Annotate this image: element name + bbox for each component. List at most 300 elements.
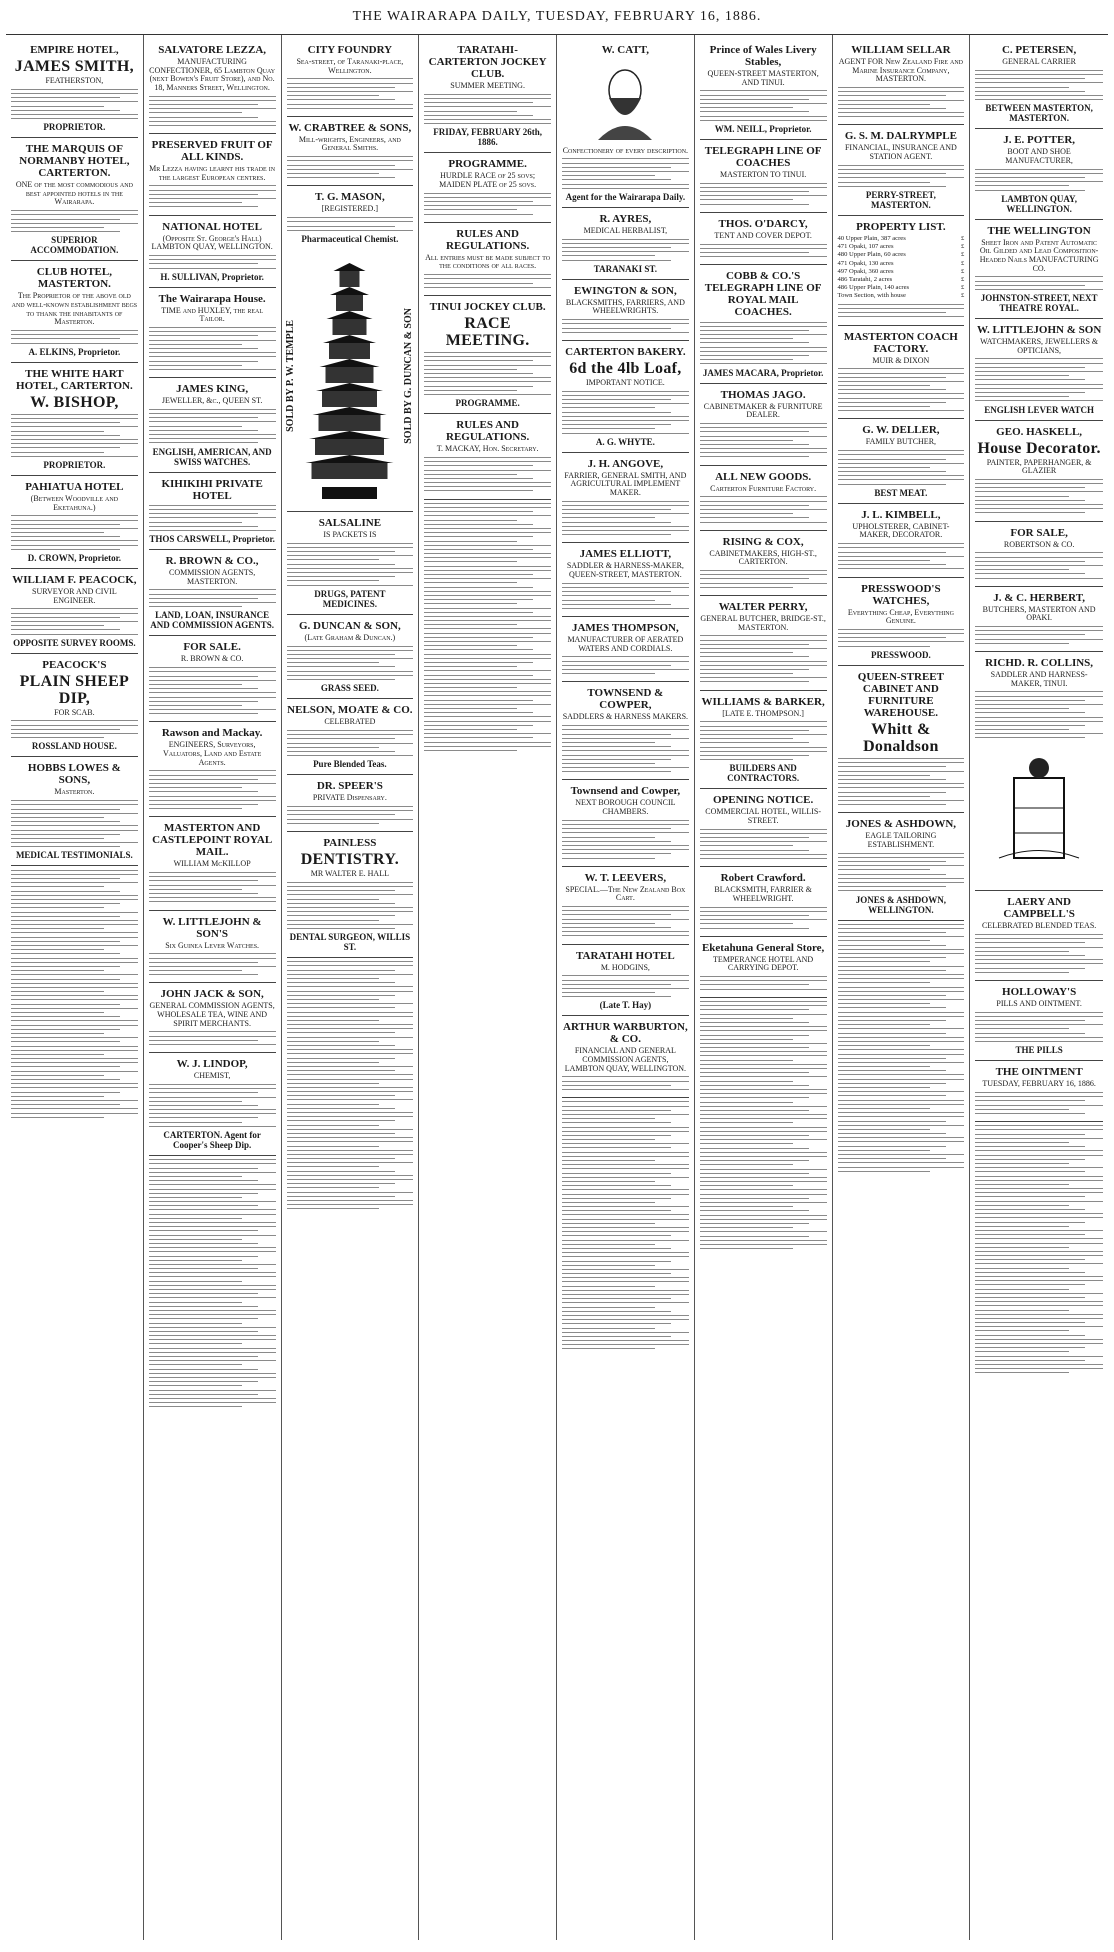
text-line	[424, 670, 551, 671]
ad-heading: TARATAHI HOTEL	[576, 949, 675, 962]
text-line	[838, 1070, 947, 1071]
text-line	[700, 1164, 793, 1165]
text-line	[149, 1310, 276, 1311]
ad-title: Whitt & Donaldson	[863, 720, 939, 755]
advertisement	[11, 654, 138, 758]
property-desc: Town Section, with house	[837, 292, 906, 300]
text-line	[11, 821, 120, 822]
text-line	[838, 1028, 965, 1029]
text-line	[700, 726, 827, 727]
advertisement	[284, 186, 414, 512]
ad-heading: Townsend and Cowper,	[570, 785, 681, 798]
ad-footer: CARTERTON. Agent for Cooper's Sheep Dip.	[163, 1130, 261, 1151]
text-line	[287, 1158, 396, 1159]
text-line	[149, 791, 258, 792]
text-line	[975, 87, 1069, 88]
text-line	[562, 260, 671, 261]
text-line	[424, 700, 533, 701]
text-line	[562, 1269, 689, 1270]
text-line	[838, 316, 965, 317]
text-line	[700, 1047, 809, 1048]
text-line	[562, 1281, 689, 1282]
text-line	[562, 734, 671, 735]
text-line	[975, 1276, 1103, 1277]
text-line	[700, 244, 827, 245]
text-line	[838, 1171, 931, 1172]
text-line	[975, 737, 1085, 738]
advertisement	[700, 384, 827, 466]
text-line	[975, 691, 1103, 692]
text-line	[149, 680, 276, 681]
ad-subheading: UPHOLSTERER, CABINET-MAKER, DECORATOR.	[852, 521, 950, 540]
text-line	[700, 1185, 793, 1186]
text-line	[975, 1041, 1103, 1042]
text-line	[975, 1096, 1103, 1097]
text-line	[562, 1344, 689, 1345]
ad-footer: ENGLISH LEVER WATCH	[984, 404, 1094, 415]
text-line	[562, 832, 689, 833]
text-line	[11, 1046, 138, 1047]
text-line	[149, 589, 276, 590]
advertisement	[838, 125, 965, 216]
text-line	[975, 363, 1103, 364]
text-line	[975, 630, 1103, 631]
advertisement	[975, 1061, 1103, 1122]
text-line	[149, 121, 276, 122]
advertisement	[700, 789, 827, 867]
text-line	[838, 928, 965, 929]
text-line	[838, 853, 965, 854]
body-text-lines	[149, 505, 276, 531]
text-line	[149, 1239, 242, 1240]
text-line	[287, 1200, 414, 1201]
text-line	[11, 817, 104, 818]
text-line	[700, 1143, 793, 1144]
text-line	[975, 963, 1103, 964]
text-line	[838, 861, 947, 862]
advertisement	[562, 945, 689, 1017]
advertisement	[287, 615, 414, 699]
text-line	[562, 501, 689, 502]
ad-subheading: CABINETMAKERS, HIGH-ST., CARTERTON.	[709, 548, 817, 567]
ad-subheading: (Late Graham & Duncan.)	[304, 632, 396, 642]
text-line	[424, 675, 533, 676]
text-line	[975, 1238, 1103, 1239]
text-line	[838, 878, 965, 879]
body-text-lines	[287, 961, 414, 1209]
text-line	[11, 974, 138, 975]
text-line	[11, 1092, 120, 1093]
text-line	[11, 1025, 138, 1026]
body-text-lines	[11, 89, 138, 119]
text-line	[838, 999, 965, 1000]
text-line	[11, 979, 120, 980]
text-line	[287, 1099, 414, 1100]
advertisement	[975, 220, 1103, 319]
text-line	[838, 368, 965, 369]
text-line	[149, 880, 258, 881]
ad-heading: R. BROWN & CO.,	[165, 555, 259, 568]
text-line	[424, 373, 533, 374]
ad-heading: C. PETERSEN,	[1001, 44, 1077, 56]
text-line	[562, 1081, 689, 1082]
text-line	[11, 1100, 138, 1101]
text-line	[424, 620, 551, 621]
text-line	[700, 976, 827, 977]
ad-subheading: FAMILY BUTCHER,	[865, 437, 937, 447]
text-line	[562, 837, 655, 838]
text-line	[287, 1016, 414, 1017]
text-line	[562, 1127, 689, 1128]
advertisement	[287, 775, 414, 832]
text-line	[838, 91, 965, 92]
text-line	[562, 906, 689, 907]
text-line	[11, 608, 138, 609]
text-line	[149, 1189, 276, 1190]
body-text-lines	[287, 156, 414, 178]
advertisement	[838, 419, 965, 503]
text-line	[11, 912, 138, 913]
text-line	[287, 679, 396, 680]
text-line	[287, 1166, 380, 1167]
text-line	[562, 1340, 689, 1341]
body-text-lines	[562, 583, 689, 609]
text-line	[149, 1394, 258, 1395]
text-line	[562, 669, 689, 670]
text-line	[149, 517, 276, 518]
text-line	[562, 992, 655, 993]
text-line	[11, 987, 138, 988]
text-line	[562, 1328, 655, 1329]
tea-chest-illustration	[984, 748, 1094, 878]
ad-footer: DRUGS, PATENT MEDICINES.	[314, 588, 386, 609]
advertisement	[287, 512, 414, 615]
advertisement	[700, 265, 827, 383]
text-line	[562, 175, 655, 176]
text-line	[11, 101, 138, 102]
text-line	[562, 513, 689, 514]
text-line	[149, 190, 276, 191]
text-line	[424, 123, 551, 124]
text-line	[562, 1214, 689, 1215]
text-line	[149, 1117, 258, 1118]
ad-footer: A. ELKINS, Proprietor.	[28, 346, 121, 357]
text-line	[149, 413, 276, 414]
text-line	[700, 1248, 793, 1249]
text-line	[11, 1037, 138, 1038]
text-line	[975, 483, 1103, 484]
text-line	[975, 1184, 1069, 1185]
text-line	[424, 666, 517, 667]
text-line	[975, 1230, 1103, 1231]
text-line	[700, 103, 827, 104]
ad-footer: FRIDAY, FEBRUARY 26th, 1886.	[433, 127, 542, 148]
text-line	[562, 1206, 689, 1207]
text-line	[975, 491, 1103, 492]
text-line	[838, 1108, 931, 1109]
text-line	[562, 1311, 671, 1312]
body-text-lines	[149, 1031, 276, 1045]
text-line	[975, 951, 1069, 952]
body-text-lines	[975, 934, 1103, 973]
text-line	[287, 1129, 414, 1130]
text-line	[149, 369, 276, 370]
column-8	[970, 35, 1108, 1940]
ad-heading: JONES & ASHDOWN,	[845, 818, 957, 831]
text-line	[562, 1307, 655, 1308]
ad-heading: THE WHITE HART HOTEL, CARTERTON.	[16, 367, 133, 392]
text-line	[424, 662, 533, 663]
body-text-lines	[975, 1092, 1103, 1114]
text-line	[562, 1189, 689, 1190]
text-line	[149, 1335, 276, 1336]
text-line	[424, 201, 533, 202]
text-line	[149, 1285, 276, 1286]
body-text-lines	[149, 327, 276, 370]
text-line	[562, 163, 689, 164]
ad-subheading: PILLS AND OINTMENT.	[996, 998, 1082, 1008]
text-line	[149, 1176, 242, 1177]
ad-subheading: TIME and HUXLEY, the real Tailor.	[161, 305, 263, 324]
text-line	[700, 587, 793, 588]
ad-subheading: NEXT BOROUGH COUNCIL CHAMBERS.	[575, 798, 676, 817]
text-line	[975, 379, 1085, 380]
text-line	[149, 331, 276, 332]
text-line	[562, 251, 689, 252]
text-line	[562, 919, 689, 920]
text-line	[287, 671, 414, 672]
text-line	[975, 1163, 1069, 1164]
text-line	[287, 580, 380, 581]
text-line	[149, 1184, 276, 1185]
text-line	[562, 505, 689, 506]
text-line	[975, 1314, 1103, 1315]
ad-footer: Pharmaceutical Chemist.	[301, 233, 399, 244]
body-text-lines	[700, 721, 827, 760]
text-line	[975, 1343, 1103, 1344]
text-line	[424, 352, 551, 353]
ad-heading: W. LITTLEJOHN & SON'S	[162, 915, 262, 940]
text-line	[11, 1058, 138, 1059]
text-line	[975, 1012, 1103, 1013]
text-line	[424, 637, 533, 638]
text-line	[11, 338, 120, 339]
text-line	[562, 763, 655, 764]
text-line	[838, 886, 947, 887]
ad-heading: THE OINTMENT	[995, 1066, 1083, 1079]
text-line	[562, 167, 671, 168]
text-line	[975, 190, 1085, 191]
ad-heading: WALTER PERRY,	[718, 601, 808, 614]
text-line	[149, 509, 276, 510]
text-line	[287, 1007, 396, 1008]
text-line	[562, 328, 671, 329]
body-text-lines	[838, 629, 965, 647]
text-line	[838, 1125, 965, 1126]
text-line	[975, 177, 1085, 178]
advertisement	[149, 817, 276, 910]
text-line	[838, 1091, 965, 1092]
body-text-lines	[838, 758, 965, 805]
text-line	[11, 227, 104, 228]
text-line	[838, 1045, 931, 1046]
text-line	[700, 191, 809, 192]
text-line	[11, 1004, 120, 1005]
text-line	[424, 566, 551, 567]
ad-heading: NATIONAL HOTEL	[162, 220, 262, 233]
ad-heading: R. AYRES,	[599, 212, 652, 225]
ad-subheading: MANUFACTURING CONFECTIONER, 65 Lambton Quay (next Bowen's Fruit Store), and No. 18, Manners Street, Wellington.	[149, 57, 276, 92]
text-line	[11, 334, 138, 335]
text-line	[838, 804, 947, 805]
text-line	[424, 470, 551, 471]
text-line	[838, 800, 965, 801]
text-line	[838, 766, 947, 767]
ad-heading: The Wairarapa House.	[158, 292, 266, 305]
text-line	[838, 116, 965, 117]
text-line	[700, 1014, 827, 1015]
ad-heading: DR. SPEER'S	[316, 780, 383, 793]
text-line	[562, 931, 689, 932]
text-line	[562, 526, 689, 527]
text-line	[700, 1210, 809, 1211]
text-line	[562, 755, 689, 756]
text-line	[424, 591, 551, 592]
ad-subheading: TUESDAY, FEBRUARY 16, 1886.	[982, 1079, 1096, 1089]
text-line	[11, 1012, 104, 1013]
text-line	[149, 1302, 242, 1303]
text-line	[838, 1158, 947, 1159]
text-line	[11, 443, 138, 444]
text-line	[149, 889, 242, 890]
text-line	[975, 942, 1085, 943]
text-line	[838, 890, 931, 891]
text-line	[975, 400, 1103, 401]
text-line	[562, 988, 689, 989]
ad-footer: ENGLISH, AMERICAN, AND SWISS WATCHES.	[152, 446, 272, 467]
ad-title: 6d the 4lb Loaf,	[569, 359, 682, 377]
text-line	[700, 1231, 827, 1232]
ad-heading: JAMES THOMPSON,	[571, 622, 679, 635]
ad-heading: HOBBS LOWES & SONS,	[27, 762, 121, 787]
ad-footer: SUPERIOR ACCOMMODATION.	[30, 235, 119, 256]
advertisement	[700, 691, 827, 790]
text-line	[975, 1297, 1085, 1298]
ad-subheading: AGENT FOR New Zealand Fire and Marine Insurance Company, MASTERTON.	[838, 57, 964, 84]
text-line	[287, 551, 396, 552]
text-line	[838, 1116, 965, 1117]
text-line	[838, 100, 965, 101]
text-line	[700, 1236, 809, 1237]
text-line	[149, 1272, 276, 1273]
text-line	[287, 160, 414, 161]
text-line	[11, 886, 104, 887]
text-line	[562, 1223, 655, 1224]
text-line	[11, 1029, 120, 1030]
text-line	[975, 1213, 1103, 1214]
ad-heading: W. J. LINDOP,	[176, 1058, 248, 1071]
text-line	[838, 1033, 947, 1034]
ad-heading: Robert Crawford.	[720, 872, 806, 885]
text-line	[424, 742, 551, 743]
text-line	[700, 1051, 827, 1052]
ad-subheading: GENERAL BUTCHER, BRIDGE-ST., MASTERTON.	[700, 614, 826, 632]
text-line	[149, 1331, 258, 1332]
text-line	[562, 828, 671, 829]
text-line	[562, 849, 689, 850]
text-line	[11, 426, 138, 427]
text-line	[562, 1219, 689, 1220]
text-line	[287, 1179, 414, 1180]
advertisement	[562, 617, 689, 682]
advertisement	[287, 117, 414, 187]
text-line	[562, 729, 689, 730]
ad-heading: QUEEN-STREET CABINET AND FURNITURE WAREHOUSE.	[857, 670, 944, 719]
property-desc: 486 Taratahi, 2 acres	[837, 275, 893, 283]
text-line	[700, 1001, 827, 1002]
ad-heading: NELSON, MOATE & CO.	[287, 704, 413, 717]
text-line	[424, 725, 533, 726]
text-line	[287, 555, 414, 556]
text-line	[838, 629, 965, 630]
text-line	[838, 1003, 931, 1004]
ad-footer: BUILDERS AND CONTRACTORS.	[727, 763, 800, 784]
sold-by-label: SOLD BY P. W. TEMPLE	[284, 319, 296, 432]
text-line	[838, 377, 947, 378]
text-line	[149, 1381, 258, 1382]
text-line	[287, 886, 414, 887]
text-line	[562, 247, 671, 248]
text-line	[700, 635, 827, 636]
body-text-lines	[287, 78, 414, 108]
ad-heading: GEO. HASKELL,	[996, 425, 1083, 438]
advertisement	[562, 543, 689, 617]
body-text-lines	[424, 352, 551, 395]
text-line	[700, 652, 793, 653]
text-line	[149, 348, 258, 349]
text-line	[562, 1298, 671, 1299]
ad-footer: GRASS SEED.	[320, 683, 379, 694]
text-line	[149, 1251, 276, 1252]
text-line	[149, 1343, 242, 1344]
text-line	[838, 173, 947, 174]
ad-subheading: TENT AND COVER DEPOT.	[714, 230, 812, 240]
text-line	[562, 738, 689, 739]
ad-heading: Rawson and Mackay.	[161, 727, 263, 740]
text-line	[975, 733, 1103, 734]
text-line	[700, 858, 827, 859]
ad-heading: RICHD. R. COLLINS,	[985, 657, 1094, 669]
text-line	[11, 920, 138, 921]
advertisement	[11, 261, 138, 362]
ad-footer: LAMBTON QUAY, WELLINGTON.	[1001, 193, 1077, 214]
text-line	[700, 342, 809, 343]
text-line	[700, 436, 827, 437]
text-line	[149, 1327, 276, 1328]
text-line	[562, 1076, 689, 1077]
text-line	[424, 603, 517, 604]
text-line	[838, 796, 931, 797]
text-line	[700, 355, 809, 356]
advertisement	[838, 326, 965, 420]
text-line	[11, 907, 104, 908]
text-line	[700, 980, 827, 981]
text-line	[562, 750, 689, 751]
body-text-lines	[975, 691, 1103, 738]
text-line	[149, 361, 258, 362]
text-line	[700, 1127, 827, 1128]
property-price: £	[960, 267, 965, 275]
